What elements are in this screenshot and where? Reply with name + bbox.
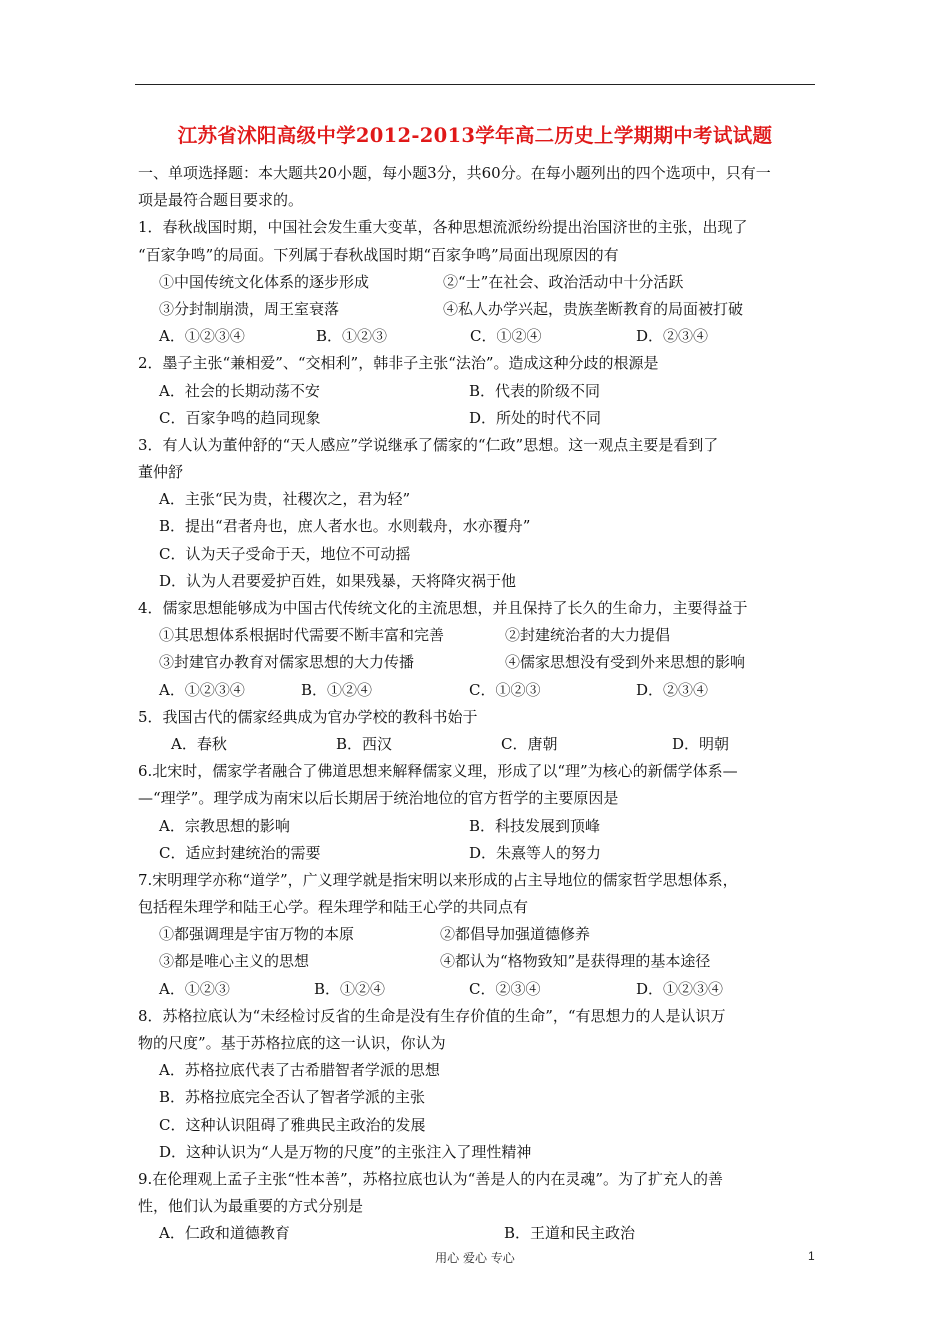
q7-option-b: B．①②④ [314, 979, 386, 998]
q9-stem-line-1: 9.在伦理观上孟子主张“性本善”，苏格拉底也认为“善是人的内在灵魂”。为了扩充人的善 [138, 1169, 723, 1188]
document-title: 江苏省沭阳高级中学2012-2013学年高二历史上学期期中考试试题 [177, 124, 773, 147]
q4-option-d: D．②③④ [636, 680, 709, 699]
intro-line-1: 一、单项选择题：本大题共20小题，每小题3分，共60分。在每小题列出的四个选项中，只有一 [138, 164, 771, 182]
q7-option-c: C．②③④ [469, 979, 541, 998]
q7-statement-1: ①都强调理是宇宙万物的本原 [159, 925, 355, 944]
q8-option-b: B．苏格拉底完全否认了智者学派的主张 [159, 1088, 426, 1107]
q6-option-b: B．科技发展到顶峰 [469, 816, 601, 835]
q3-option-d: D．认为人君要爱护百姓，如果残暴，天将降灾祸于他 [159, 571, 517, 590]
q2-stem: 2．墨子主张“兼相爱”、“交相利”，韩非子主张“法治”。造成这种分歧的根源是 [138, 354, 659, 373]
q7-stem-line-2: 包括程朱理学和陆王心学。程朱理学和陆王心学的共同点有 [138, 898, 529, 917]
q1-statement-2: ②“士”在社会、政治活动中十分活跃 [443, 272, 684, 291]
q5-option-b: B．西汉 [336, 734, 393, 753]
q2-option-c: C．百家争鸣的趋同现象 [159, 408, 321, 427]
q3-option-c: C．认为天子受命于天，地位不可动摇 [159, 544, 411, 563]
q9-stem-line-2: 性，他们认为最重要的方式分别是 [138, 1197, 364, 1216]
q3-option-a: A．主张“民为贵，社稷次之，君为轻” [159, 490, 411, 509]
q7-statement-2: ②都倡导加强道德修养 [440, 925, 591, 944]
q1-option-d: D．②③④ [636, 327, 709, 346]
q8-stem-line-2: 物的尺度”。基于苏格拉底的这一认识，你认为 [138, 1034, 446, 1052]
q7-option-a: A．①②③ [159, 979, 230, 998]
q5-option-c: C．唐朝 [501, 734, 558, 753]
document-body [138, 160, 818, 1248]
q3-stem-line-1: 3．有人认为董仲舒的“天人感应”学说继承了儒家的“仁政”思想。这一观点主要是看到了 [138, 435, 719, 454]
q5-stem: 5．我国古代的儒家经典成为官办学校的教科书始于 [138, 707, 478, 726]
q6-option-a: A．宗教思想的影响 [159, 816, 290, 835]
q7-stem-line-1: 7.宋明理学亦称“道学”，广义理学就是指宋明以来形成的占主导地位的儒家哲学思想体系， [138, 870, 738, 889]
q4-stem: 4．儒家思想能够成为中国古代传统文化的主流思想，并且保持了长久的生命力，主要得益于 [138, 599, 748, 617]
q9-option-a: A．仁政和道德教育 [159, 1224, 290, 1243]
q4-statement-3: ③封建官办教育对儒家思想的大力传播 [159, 653, 415, 672]
q8-option-a: A．苏格拉底代表了古希腊智者学派的思想 [159, 1061, 440, 1080]
q4-statement-4: ④儒家思想没有受到外来思想的影响 [505, 653, 746, 672]
q4-option-a: A．①②③④ [159, 680, 245, 699]
q1-stem-line-1: 1．春秋战国时期，中国社会发生重大变革，各种思想流派纷纷提出治国济世的主张，出现了 [138, 218, 748, 237]
intro-line-2: 项是最符合题目要求的。 [138, 191, 304, 210]
q8-option-c: C．这种认识阻碍了雅典民主政治的发展 [159, 1115, 426, 1134]
header-rule [135, 84, 815, 85]
q9-option-b: B．王道和民主政治 [504, 1224, 636, 1243]
q7-option-d: D．①②③④ [636, 979, 724, 998]
q1-option-c: C．①②④ [470, 327, 542, 346]
q4-statement-2: ②封建统治者的大力提倡 [505, 626, 671, 645]
q6-option-c: C．适应封建统治的需要 [159, 843, 321, 862]
q2-option-a: A．社会的长期动荡不安 [159, 381, 320, 400]
page-footer: 用心 爱心 专心 [435, 1251, 515, 1265]
q1-option-b: B．①②③ [316, 327, 388, 346]
q8-stem-line-1: 8．苏格拉底认为“未经检讨反省的生命是没有生存价值的生命”，“有思想力的人是认识万 [138, 1006, 726, 1025]
q1-option-a: A．①②③④ [159, 327, 245, 346]
q1-stem-line-2: “百家争鸣”的局面。下列属于春秋战国时期“百家争鸣”局面出现原因的有 [138, 245, 619, 264]
q3-stem-line-2: 董仲舒 [138, 463, 184, 482]
q8-option-d: D．这种认识为“人是万物的尺度”的主张注入了理性精神 [159, 1142, 532, 1161]
page-number: 1 [808, 1249, 815, 1263]
q4-statement-1: ①其思想体系根据时代需要不断丰富和完善 [159, 626, 445, 645]
q5-option-a: A．春秋 [171, 734, 227, 753]
q7-statement-4: ④都认为“格物致知”是获得理的基本途径 [440, 952, 711, 971]
q2-option-b: B．代表的阶级不同 [469, 381, 601, 400]
q6-stem-line-2: —“理学”。理学成为南宋以后长期居于统治地位的官方哲学的主要原因是 [138, 789, 619, 808]
q2-option-d: D．所处的时代不同 [469, 408, 602, 427]
q4-option-b: B．①②④ [301, 680, 373, 699]
q6-stem-line-1: 6.北宋时，儒家学者融合了佛道思想来解释儒家义理，形成了以“理”为核心的新儒学体系— [138, 762, 738, 781]
q5-option-d: D．明朝 [672, 734, 730, 753]
q3-option-b: B．提出“君者舟也，庶人者水也。水则载舟，水亦覆舟” [159, 517, 531, 536]
q4-option-c: C．①②③ [469, 680, 541, 699]
q1-statement-4: ④私人办学兴起，贵族垄断教育的局面被打破 [443, 299, 744, 318]
q1-statement-3: ③分封制崩溃，周王室衰落 [159, 299, 340, 318]
q1-statement-1: ①中国传统文化体系的逐步形成 [159, 272, 370, 291]
q6-option-d: D．朱熹等人的努力 [469, 843, 602, 862]
q7-statement-3: ③都是唯心主义的思想 [159, 952, 310, 971]
